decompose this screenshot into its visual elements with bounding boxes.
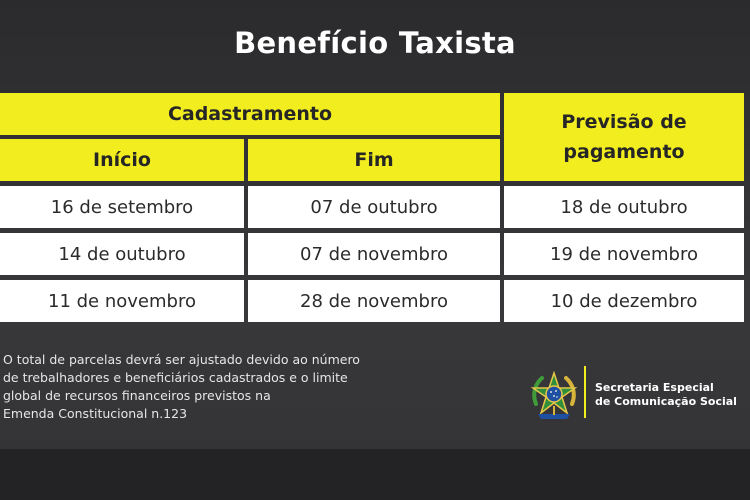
header-previsao-line2: pagamento [563,141,685,163]
header-previsao-pagamento [504,93,744,181]
secom-line1: Secretaria Especial [595,381,714,394]
table-cell-pagamento: 18 de outubro [504,186,744,228]
table-cell-fim: 07 de outubro [248,186,500,228]
footnote [3,351,423,423]
table-cell-fim: 28 de novembro [248,280,500,322]
header-inicio: Início [0,139,244,181]
footnote-line: O total de parcelas devrá ser ajustado devido ao número [3,352,360,367]
table-cell-inicio: 14 de outubro [0,233,244,275]
header-cadastramento: Cadastramento [0,93,500,135]
header-previsao-line1: Previsão de [561,111,687,133]
table-cell-pagamento: 10 de dezembro [504,280,744,322]
table-cell-pagamento: 19 de novembro [504,233,744,275]
header-fim: Fim [248,139,500,181]
page-title: Benefício Taxista [234,26,516,60]
table-cell-fim: 07 de novembro [248,233,500,275]
bottom-band [0,449,750,500]
secom-brand [595,381,737,409]
brazil-coat-of-arms-icon [526,368,582,424]
footnote-line: global de recursos financeiros previstos na [3,388,271,403]
footnote-line: de trebalhadores e beneficiários cadastrados e o limite [3,370,348,385]
footnote-line: Emenda Constitucional n.123 [3,406,188,421]
table-cell-inicio: 16 de setembro [0,186,244,228]
brand-divider [584,366,586,418]
secom-line2: de Comunicação Social [595,395,737,408]
table-cell-inicio: 11 de novembro [0,280,244,322]
